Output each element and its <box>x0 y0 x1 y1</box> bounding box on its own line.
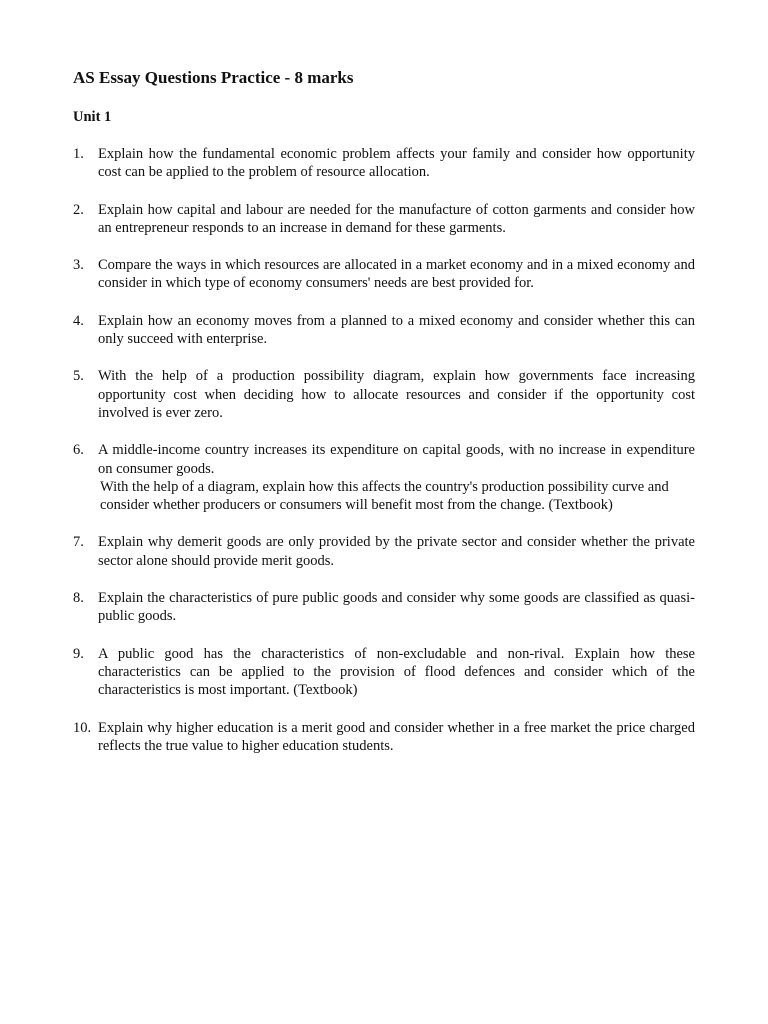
question-item <box>73 645 695 700</box>
question-text: A middle-income country increases its expenditure on capital goods, with no increase in expenditure on consumer goods. <box>98 442 695 477</box>
question-item <box>73 201 695 238</box>
question-list <box>73 145 695 774</box>
question-number: 2. <box>73 201 84 218</box>
question-item <box>73 367 695 422</box>
question-text: Compare the ways in which resources are allocated in a market economy and in a mixed economy and consider in which type of economy consumers' needs are best provided for. <box>98 257 695 292</box>
question-text-continued: With the help of a diagram, explain how this affects the country's production possibility curve and consider whether producers or consumers will benefit most from the change. (Textbook) <box>100 478 669 514</box>
question-number: 4. <box>73 312 84 329</box>
unit-heading: Unit 1 <box>73 109 112 125</box>
question-item <box>73 256 695 293</box>
question-item <box>73 719 695 756</box>
question-item <box>73 441 695 514</box>
question-number: 1. <box>73 146 84 162</box>
question-number: 8. <box>73 590 84 607</box>
question-item <box>73 533 695 570</box>
question-item <box>73 589 695 626</box>
question-text: Explain the characteristics of pure public goods and consider why some goods are classified as quasi-public goods. <box>98 590 695 625</box>
question-number: 6. <box>73 442 84 459</box>
question-item <box>73 145 695 182</box>
question-text: With the help of a production possibility diagram, explain how governments face increasing opportunity cost when deciding how to allocate resources and consider if the opportunity cost involved is ever zero. <box>98 368 695 421</box>
document-title: AS Essay Questions Practice - 8 marks <box>73 68 354 87</box>
question-text: Explain how an economy moves from a planned to a mixed economy and consider whether this can only succeed with enterprise. <box>98 312 695 348</box>
question-text: Explain why higher education is a merit good and consider whether in a free market the price charged reflects the true value to higher education students. <box>98 719 695 754</box>
question-text: Explain how the fundamental economic problem affects your family and consider how opportunity cost can be applied to the problem of resource allocation. <box>98 146 695 181</box>
question-item <box>73 312 695 349</box>
question-number: 9. <box>73 645 84 662</box>
question-number: 7. <box>73 534 84 551</box>
question-number: 10. <box>73 719 92 736</box>
question-text: Explain why demerit goods are only provided by the private sector and consider whether the private sector alone should provide merit goods. <box>98 534 695 569</box>
question-text: Explain how capital and labour are needed for the manufacture of cotton garments and consider how an entrepreneur responds to an increase in demand for these garments. <box>98 201 695 236</box>
question-text: A public good has the characteristics of non-excludable and non-rival. Explain how these characteristics can be applied to the provision of flood defences and consider which of the characteristics is most important. (Textbook) <box>98 645 695 699</box>
question-number: 3. <box>73 257 84 274</box>
question-number: 5. <box>73 368 84 385</box>
